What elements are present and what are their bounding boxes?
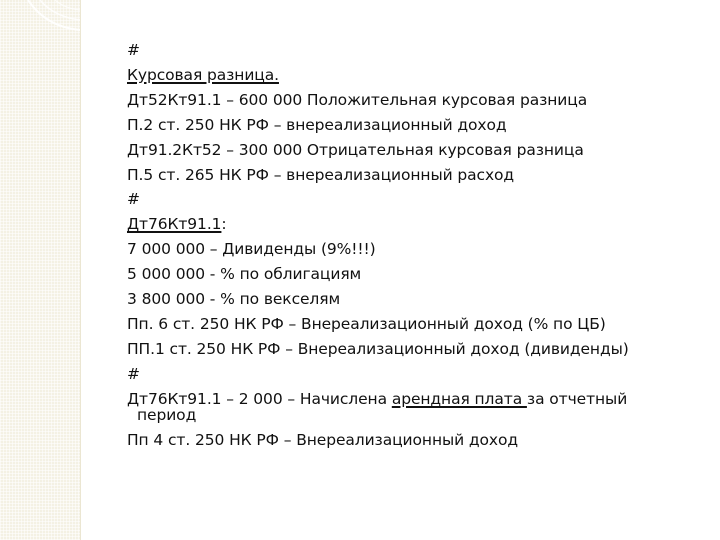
entry-line-rent (127, 387, 697, 428)
decorative-side-band (0, 0, 81, 540)
law-reference: П.5 ст. 265 НК РФ – внереализационный расход (127, 165, 515, 184)
law-reference: ПП.1 ст. 250 НК РФ – Внереализационный доход (дивиденды) (127, 339, 629, 358)
entry-underlined-term: арендная плата (391, 389, 527, 408)
law-reference: П.2 ст. 250 НК РФ – внереализационный доход (127, 115, 507, 134)
separator-hash: # (127, 190, 140, 209)
slide-body (127, 38, 697, 453)
entry-heading-account: Дт76Кт91.1 (127, 215, 222, 234)
law-reference: Пп. 6 ст. 250 НК РФ – Внереализационный доход (% по ЦБ) (127, 314, 606, 333)
separator-hash: # (127, 364, 140, 383)
entry-heading-colon: : (221, 215, 227, 234)
list-item: 3 800 000 - % по векселям (127, 290, 341, 309)
law-reference: Пп 4 ст. 250 НК РФ – Внереализационный доход (127, 430, 518, 449)
separator-hash: # (127, 41, 140, 59)
section-title: Курсовая разница. (127, 65, 279, 84)
entry-line: Дт91.2Кт52 – 300 000 Отрицательная курсовая разница (127, 140, 584, 159)
entry-line: Дт52Кт91.1 – 600 000 Положительная курсовая разница (127, 90, 588, 109)
list-item: 7 000 000 – Дивиденды (9%!!!) (127, 240, 376, 259)
list-item: 5 000 000 - % по облигациям (127, 265, 362, 284)
corner-ornament-icon (0, 0, 80, 60)
entry-continuation: период (137, 405, 197, 424)
entry-text-before: Дт76Кт91.1 – 2 000 – Начислена (127, 389, 392, 408)
entry-text-after: за отчетный (526, 389, 628, 408)
entry-heading (127, 212, 697, 237)
